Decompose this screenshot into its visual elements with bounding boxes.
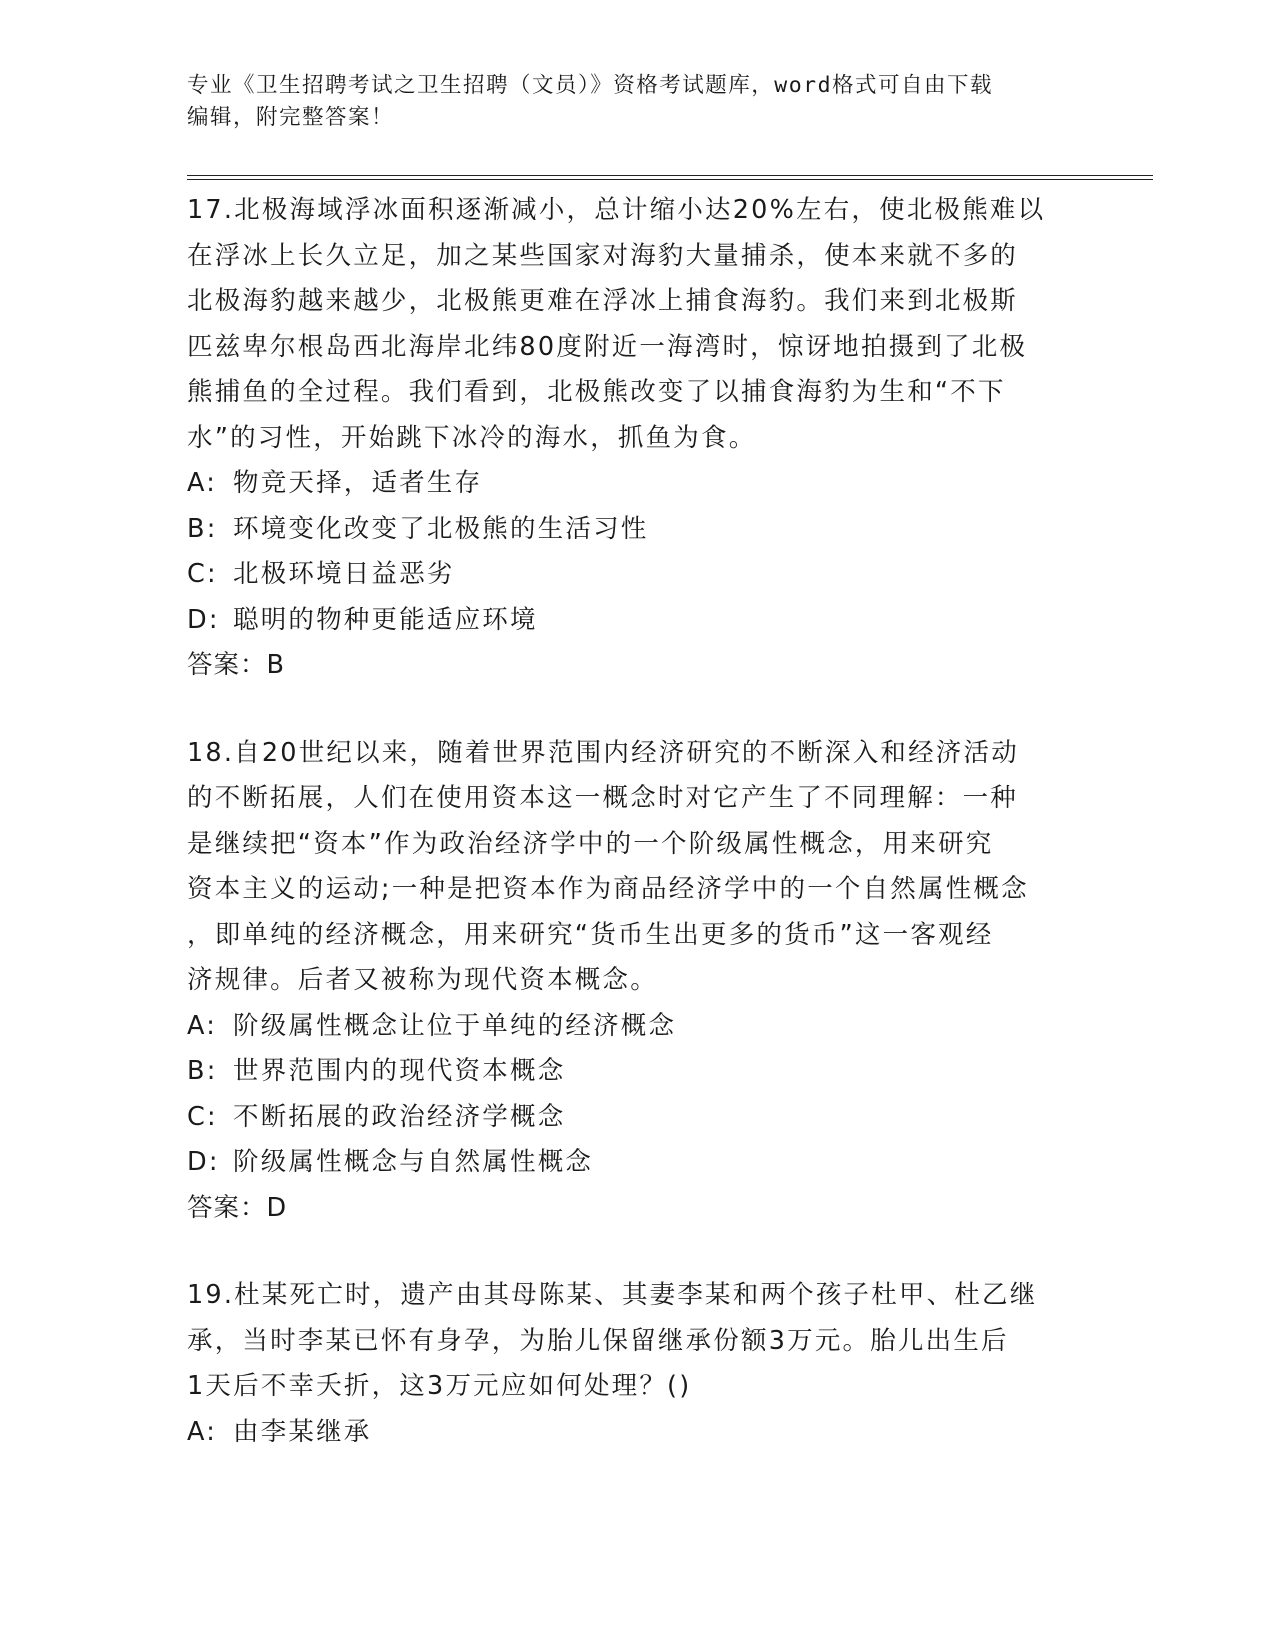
option-d: [187, 1140, 1067, 1186]
answer-label: 答案：B: [187, 650, 285, 680]
option-b: [187, 1049, 1067, 1095]
question-list: [187, 188, 1067, 1455]
option-a: [187, 1004, 1067, 1050]
option-key: D:: [187, 1147, 220, 1177]
option-d: [187, 598, 1067, 644]
option-c: [187, 552, 1067, 598]
document-header: [187, 70, 1067, 134]
option-text: 阶级属性概念让位于单纯的经济概念: [233, 1010, 677, 1041]
stem-line: 匹兹卑尔根岛西北海岸北纬80度附近一海湾时，惊讶地拍摄到了北极: [187, 331, 1028, 362]
stem-line: 19.杜某死亡时，遗产由其母陈某、其妻李某和两个孩子杜甲、杜乙继: [187, 1280, 1038, 1310]
option-text: 环境变化改变了北极熊的生活习性: [233, 513, 649, 544]
option-key: B:: [187, 1056, 218, 1086]
stem-line: ，即单纯的经济概念，用来研究“货币生出更多的货币”这一客观经: [187, 919, 994, 950]
option-key: A:: [187, 468, 217, 498]
option-text: 北极环境日益恶劣: [233, 559, 455, 589]
option-a: [187, 1410, 1067, 1456]
question-stem: [187, 188, 1067, 461]
question-stem: [187, 731, 1067, 1004]
stem-line: 17.北极海域浮冰面积逐渐减小，总计缩小达20%左右，使北极熊难以: [187, 195, 1046, 225]
header-divider: [187, 175, 1153, 180]
stem-line: 承，当时李某已怀有身孕，为胎儿保留继承份额3万元。胎儿出生后: [187, 1325, 1009, 1356]
question-17: [187, 188, 1067, 689]
stem-line: 北极海豹越来越少，北极熊更难在浮冰上捕食海豹。我们来到北极斯: [187, 286, 1019, 316]
stem-line: 熊捕鱼的全过程。我们看到，北极熊改变了以捕食海豹为生和“不下: [187, 377, 1006, 407]
option-a: [187, 461, 1067, 507]
option-c: [187, 1095, 1067, 1141]
option-text: 物竞天择，适者生存: [233, 468, 483, 498]
option-key: C:: [187, 559, 218, 589]
answer-label: 答案：D: [187, 1192, 288, 1223]
stem-line: 1天后不幸夭折，这3万元应如何处理？(): [187, 1371, 692, 1401]
question-stem: [187, 1273, 1067, 1410]
option-key: A:: [187, 1416, 217, 1447]
option-text: 世界范围内的现代资本概念: [233, 1056, 566, 1086]
stem-line: 是继续把“资本”作为政治经济学中的一个阶级属性概念，用来研究: [187, 828, 994, 859]
stem-line: 水”的习性，开始跳下冰冷的海水，抓鱼为食。: [187, 422, 757, 453]
stem-line: 济规律。后者又被称为现代资本概念。: [187, 965, 658, 995]
question-spacer: [187, 1231, 1067, 1273]
question-18: [187, 731, 1067, 1232]
stem-line: 的不断拓展，人们在使用资本这一概念时对它产生了不同理解：一种: [187, 783, 1019, 813]
stem-line: 18.自20世纪以来，随着世界范围内经济研究的不断深入和经济活动: [187, 737, 1019, 768]
option-key: A:: [187, 1010, 217, 1041]
option-b: [187, 507, 1067, 553]
option-key: B:: [187, 513, 218, 544]
question-spacer: [187, 689, 1067, 731]
header-line-2: 编辑，附完整答案！: [187, 105, 395, 130]
stem-line: 在浮冰上长久立足，加之某些国家对海豹大量捕杀，使本来就不多的: [187, 240, 1019, 271]
option-key: D:: [187, 604, 220, 635]
header-line-1: 专业《卫生招聘考试之卫生招聘（文员）》资格考试题库，word格式可自由下载: [187, 73, 994, 98]
option-text: 由李某继承: [233, 1416, 372, 1447]
stem-line: 资本主义的运动;一种是把资本作为商品经济学中的一个自然属性概念: [187, 874, 1029, 904]
question-19: [187, 1273, 1067, 1455]
option-key: C:: [187, 1101, 218, 1132]
option-text: 阶级属性概念与自然属性概念: [233, 1147, 594, 1177]
option-text: 不断拓展的政治经济学概念: [233, 1101, 566, 1132]
option-text: 聪明的物种更能适应环境: [233, 604, 538, 635]
